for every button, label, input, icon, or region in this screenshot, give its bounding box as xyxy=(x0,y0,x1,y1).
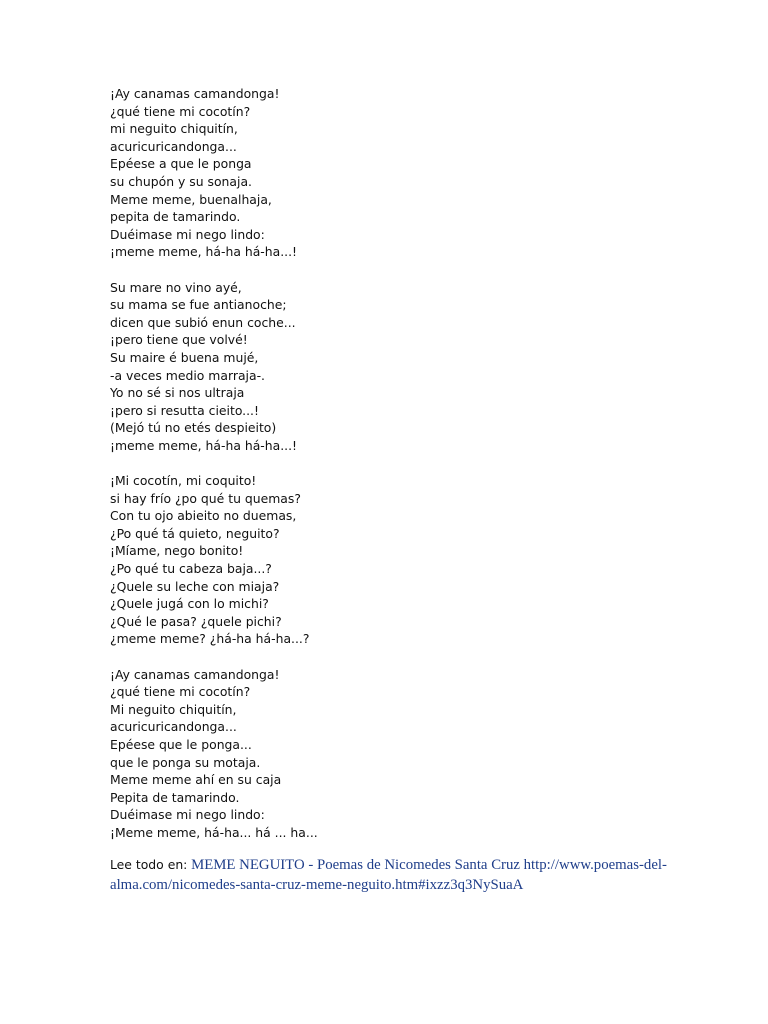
poem-line: pepita de tamarindo. xyxy=(110,209,241,225)
poem-line: ¡meme meme, há-ha há-ha...! xyxy=(110,244,298,260)
poem-line: mi neguito chiquitín, xyxy=(110,121,238,137)
poem-line: ¿qué tiene mi cocotín? xyxy=(110,684,251,700)
poem-line: ¿meme meme? ¿há-ha há-ha...? xyxy=(110,631,310,647)
poem-line: ¡Míame, nego bonito! xyxy=(110,543,244,559)
poem-line: Duéimase mi nego lindo: xyxy=(110,226,265,242)
poem-line: Su mare no vino ayé, xyxy=(110,279,242,295)
poem-stanza xyxy=(110,279,670,455)
poem-line: ¡Meme meme, há-ha... há ... ha... xyxy=(110,824,318,840)
poem-line: ¿Po qué tu cabeza baja...? xyxy=(110,561,272,577)
poem-line: Con tu ojo abieito no duemas, xyxy=(110,508,297,524)
poem-line: ¿Qué le pasa? ¿quele pichi? xyxy=(110,613,282,629)
poem-line: Meme meme, buenalhaja, xyxy=(110,191,272,207)
poem-line: ¡Mi cocotín, mi coquito! xyxy=(110,473,257,489)
source-link[interactable]: MEME NEGUITO - Poemas de Nicomedes Santa Cruz http://www.poemas-del-alma.com/nicomedes-santa-cruz-meme-neguito.htm#ixzz3q3NySuaA xyxy=(110,857,667,893)
poem-line: ¡Ay canamas camandonga! xyxy=(110,86,280,101)
poem-line: ¿Po qué tá quieto, neguito? xyxy=(110,525,280,541)
poem-line: -a veces medio marraja-. xyxy=(110,367,265,383)
poem-line: si hay frío ¿po qué tu quemas? xyxy=(110,490,301,506)
poem-body xyxy=(110,85,670,859)
poem-line: Pepita de tamarindo. xyxy=(110,789,240,805)
poem-line: acuricuricandonga... xyxy=(110,138,237,154)
poem-line: ¿Quele su leche con miaja? xyxy=(110,578,280,594)
poem-line: ¿qué tiene mi cocotín? xyxy=(110,103,251,119)
source-prefix: Lee todo en: xyxy=(110,857,188,872)
poem-line: Mi neguito chiquitín, xyxy=(110,701,237,717)
poem-line: ¡Ay canamas camandonga! xyxy=(110,666,280,682)
poem-line: acuricuricandonga... xyxy=(110,719,237,735)
poem-line: Duéimase mi nego lindo: xyxy=(110,807,265,823)
poem-line: ¡pero tiene que volvé! xyxy=(110,332,248,348)
poem-line: ¡pero si resutta cieito...! xyxy=(110,402,259,418)
poem-line: Meme meme ahí en su caja xyxy=(110,772,282,788)
poem-line: Epéese a que le ponga xyxy=(110,156,252,172)
poem-line: su chupón y su sonaja. xyxy=(110,173,252,189)
poem-line: dicen que subió enun coche... xyxy=(110,314,296,330)
poem-stanza xyxy=(110,472,670,648)
poem-line: ¡meme meme, há-ha há-ha...! xyxy=(110,437,298,453)
poem-line: Epéese que le ponga... xyxy=(110,736,252,752)
poem-line: Su maire é buena mujé, xyxy=(110,349,259,365)
poem-line: (Mejó tú no etés despieito) xyxy=(110,420,277,436)
poem-line: Yo no sé si nos ultraja xyxy=(110,385,245,401)
poem-stanza xyxy=(110,85,670,261)
source-attribution xyxy=(110,855,670,895)
poem-line: su mama se fue antianoche; xyxy=(110,297,287,313)
poem-line: que le ponga su motaja. xyxy=(110,754,261,770)
poem-line: ¿Quele jugá con lo michi? xyxy=(110,596,269,612)
poem-stanza xyxy=(110,666,670,842)
